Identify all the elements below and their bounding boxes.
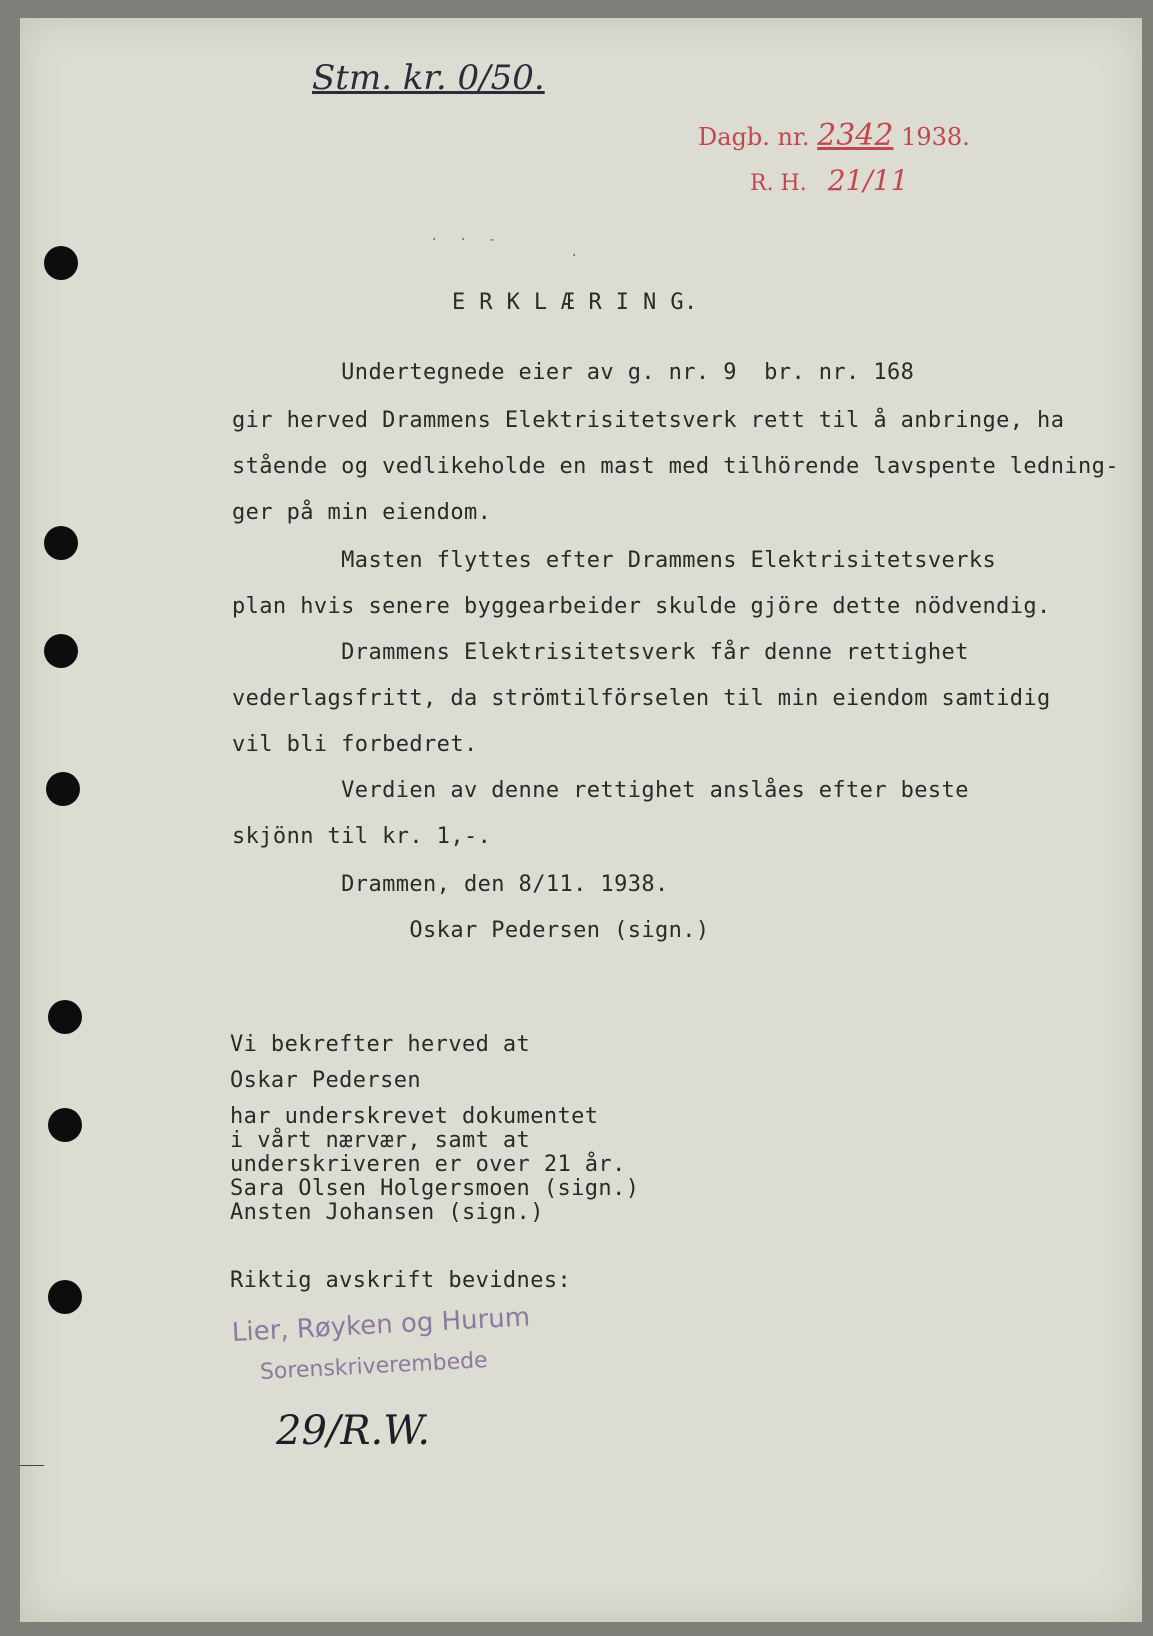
stamp-duty-note: Stm. kr. 0/50. xyxy=(312,58,545,98)
punch-hole xyxy=(44,246,78,280)
punch-hole xyxy=(48,1280,82,1314)
witness-line: underskriveren er over 21 år. xyxy=(230,1152,626,1177)
date-line: Drammen, den 8/11. 1938. xyxy=(232,872,669,897)
office-stamp-line1: Lier, Røyken og Hurum xyxy=(231,1302,531,1348)
rh-label: R. H. xyxy=(750,171,807,196)
punch-hole xyxy=(48,1000,82,1034)
dagbok-number: 2342 xyxy=(817,118,894,153)
registry-note xyxy=(698,118,970,153)
body-line: Drammens Elektrisitetsverk får denne rettighet xyxy=(232,640,969,665)
witness-line: Ansten Johansen (sign.) xyxy=(230,1200,544,1225)
certification-line: Riktig avskrift bevidnes: xyxy=(230,1268,572,1293)
document-page xyxy=(20,18,1142,1622)
body-line: Masten flyttes efter Drammens Elektrisitetsverks xyxy=(232,548,997,573)
body-line: vederlagsfritt, da strömtilförselen til min eiendom samtidig xyxy=(232,686,1051,711)
punch-hole xyxy=(44,634,78,668)
body-line: stående og vedlikeholde en mast med tilhörende lavspente ledning- xyxy=(232,454,1119,479)
witness-line: Oskar Pedersen xyxy=(230,1068,422,1093)
body-line: vil bli forbedret. xyxy=(232,732,478,757)
office-stamp-line2: Sorenskriverembede xyxy=(259,1348,489,1385)
rh-date: 21/11 xyxy=(827,164,909,197)
witness-line: har underskrevet dokumentet xyxy=(230,1104,599,1129)
faint-marks: · · - xyxy=(430,232,503,248)
body-line: plan hvis senere byggearbeider skulde gjöre dette nödvendig. xyxy=(232,594,1051,619)
signature-line: Oskar Pedersen (sign.) xyxy=(232,918,710,943)
body-line: skjönn til kr. 1,-. xyxy=(232,824,492,849)
punch-hole xyxy=(44,526,78,560)
punch-hole xyxy=(48,1108,82,1142)
witness-line: i vårt nærvær, samt at xyxy=(230,1128,531,1153)
dagbok-label: Dagb. nr. xyxy=(698,123,810,151)
rh-note xyxy=(750,164,908,197)
body-line: ger på min eiendom. xyxy=(232,500,492,525)
punch-hole xyxy=(46,772,80,806)
body-line: Undertegnede eier av g. nr. 9 br. nr. 168 xyxy=(232,360,915,385)
witness-line: Sara Olsen Holgersmoen (sign.) xyxy=(230,1176,640,1201)
witness-line: Vi bekrefter herved at xyxy=(230,1032,531,1057)
body-line: Verdien av denne rettighet anslåes efter beste xyxy=(232,778,969,803)
faint-marks: · xyxy=(570,248,585,264)
dagbok-year: 1938. xyxy=(901,123,970,151)
handwritten-initials: 29/R.W. xyxy=(276,1408,431,1454)
document-title: E R K L Æ R I N G. xyxy=(452,290,698,315)
edge-mark xyxy=(20,1465,44,1466)
body-line: gir herved Drammens Elektrisitetsverk rett til å anbringe, ha xyxy=(232,408,1065,433)
